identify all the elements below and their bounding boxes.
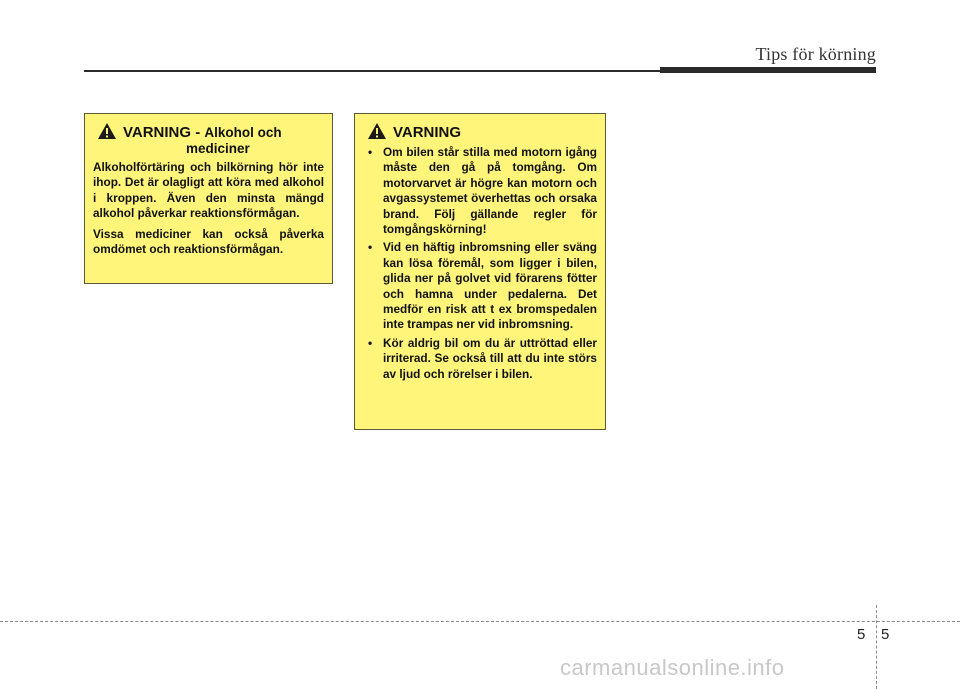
warning-triangle-icon bbox=[97, 122, 117, 140]
warning-title: VARNING - bbox=[123, 124, 201, 141]
bullet-icon: • bbox=[368, 145, 373, 159]
warning-subtitle-line2: mediciner bbox=[186, 141, 250, 156]
header-rule-accent bbox=[660, 67, 876, 73]
warning-heading bbox=[367, 124, 597, 141]
warning-triangle-icon bbox=[367, 122, 387, 140]
warning-box-general bbox=[354, 113, 606, 430]
list-item: • Om bilen står stilla med motorn igång måste den gå på tomgång. Om motorvarvet är högre kan motorn och avgassystemet överhettas och orsaka brand. Följ gällande regler för tomgångskörning! bbox=[368, 145, 597, 237]
warning-box-alcohol bbox=[84, 113, 333, 284]
footer-divider bbox=[876, 605, 877, 689]
warning-heading bbox=[97, 124, 324, 141]
page-header-title: Tips för körning bbox=[755, 44, 876, 64]
page-number-page: 5 bbox=[881, 626, 890, 643]
page-number-section: 5 bbox=[857, 626, 866, 643]
warning-paragraph: Alkoholförtäring och bilkörning hör inte ihop. Det är olagligt att köra med alkohol i kroppen. Även den minsta mängd alkohol påverkar reaktionsförmågan. bbox=[93, 160, 324, 221]
watermark: carmanualsonline.info bbox=[560, 655, 785, 680]
bullet-icon: • bbox=[368, 335, 373, 350]
header-rule bbox=[84, 70, 660, 72]
warning-title: VARNING bbox=[393, 124, 462, 141]
footer-rule bbox=[0, 621, 960, 622]
warning-bullet-list bbox=[363, 145, 597, 382]
bullet-icon: • bbox=[368, 240, 373, 255]
warning-paragraph: Vissa mediciner kan också påverka omdömet och reaktionsförmågan. bbox=[93, 226, 324, 257]
warning-subtitle: Alkohol och bbox=[204, 125, 282, 140]
list-item: • Kör aldrig bil om du är uttröttad eller irriterad. Se också till att du inte störs av ljud och rörelser i bilen. bbox=[368, 335, 597, 381]
list-item: • Vid en häftig inbromsning eller sväng kan lösa föremål, som ligger i bilen, glida ner på golvet vid förarens fötter och hamna under pedalerna. Det medför en risk att t ex bromspedalen inte trampas ner vid inbromsning. bbox=[368, 240, 597, 332]
